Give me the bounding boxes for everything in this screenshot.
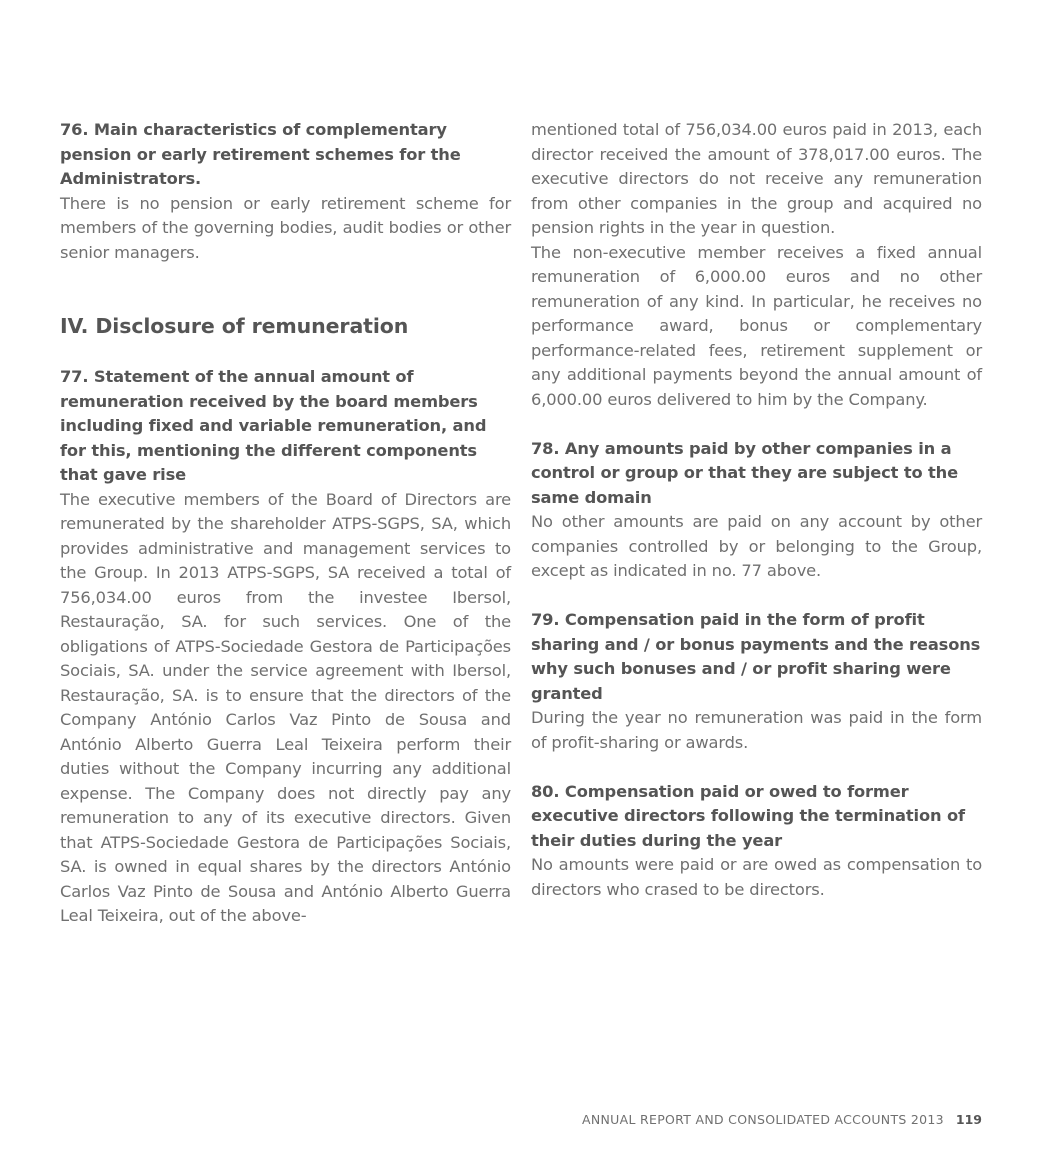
section-79-heading: 79. Compensation paid in the form of profit sharing and / or bonus payments and the reasons why such bonuses and / or profit sharing were granted bbox=[531, 610, 981, 703]
section-80-body: No amounts were paid or are owed as compensation to directors who crased to be directors. bbox=[531, 855, 982, 899]
footer-title: ANNUAL REPORT AND CONSOLIDATED ACCOUNTS 2013 bbox=[582, 1112, 944, 1127]
section-77-continued-1: mentioned total of 756,034.00 euros paid in 2013, each director received the amount of 378,017.00 euros. The executive directors do not receive any remuneration from other companies in the group and acquired no pension rights in the year in question. bbox=[531, 120, 982, 237]
section-iv-title: IV. Disclosure of remuneration bbox=[60, 314, 409, 338]
section-79-body: During the year no remuneration was paid in the form of profit-sharing or awards. bbox=[531, 708, 982, 752]
section-77-continued-2: The non-executive member receives a fixed annual remuneration of 6,000.00 euros and no other remuneration of any kind. In particular, he receives no performance award, bonus or complementary performance-related fees, retirement supplement or any additional payments beyond the annual amount of 6,000.00 euros delivered to him by the Company. bbox=[531, 242, 982, 409]
section-78-body: No other amounts are paid on any account by other companies controlled by or belonging to the Group, except as indicated in no. 77 above. bbox=[531, 512, 982, 580]
section-80-heading: 80. Compensation paid or owed to former executive directors following the termination of their duties during the year bbox=[531, 781, 965, 850]
right-column bbox=[531, 118, 982, 902]
section-76-heading: 76. Main characteristics of complementary pension or early retirement schemes for the Administrators. bbox=[60, 120, 461, 188]
page-number: 119 bbox=[955, 1112, 982, 1127]
section-78-heading: 78. Any amounts paid by other companies in a control or group or that they are subject to the same domain bbox=[531, 438, 958, 507]
left-column bbox=[60, 118, 511, 929]
section-76-body: There is no pension or early retirement scheme for members of the governing bodies, audit bodies or other senior managers. bbox=[60, 193, 511, 262]
section-77-body: The executive members of the Board of Directors are remunerated by the shareholder ATPS-SGPS, SA, which provides administrative and management services to the Group. In 2013 ATPS-SGPS, SA received a total of 756,034.00 euros from the investee Ibersol, Restauração, SA. for such services. One of the obligations of ATPS-Sociedade Gestora de Participações Sociais, SA. under the service agreement with Ibersol, Restauração, SA. is to ensure that the directors of the Company António Carlos Vaz Pinto de Sousa and António Alberto Guerra Leal Teixeira perform their duties without the Company incurring any additional expense. The Company does not directly pay any remuneration to any of its executive directors. Given that ATPS-Sociedade Gestora de Participações Sociais, SA. is owned in equal shares by the directors António Carlos Vaz Pinto de Sousa and António Alberto Guerra Leal Teixeira, out of the above- bbox=[60, 489, 511, 925]
section-77-heading: 77. Statement of the annual amount of remuneration received by the board members including fixed and variable remuneration, and for this, mentioning the different components that gave rise bbox=[60, 367, 487, 484]
page-footer bbox=[582, 1112, 982, 1127]
